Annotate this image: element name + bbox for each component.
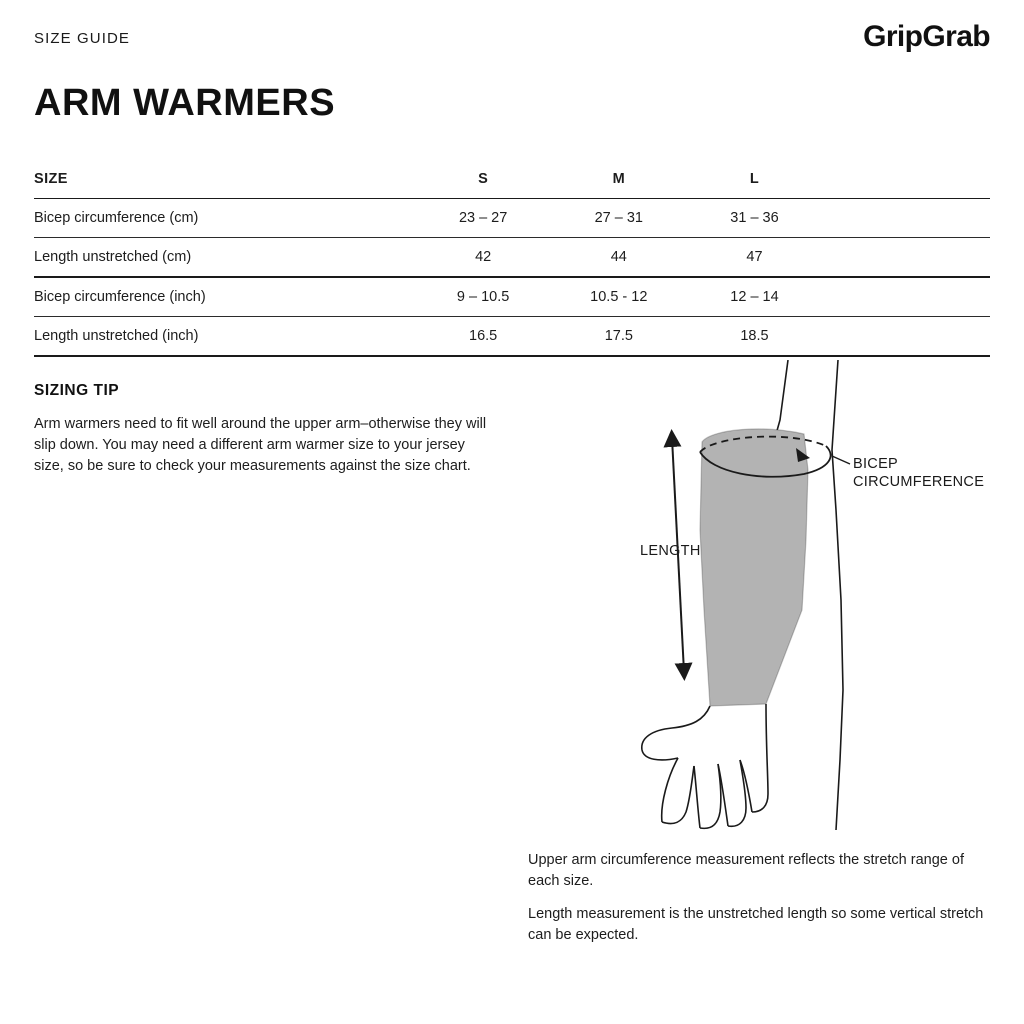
column-header-size: SIZE [34, 160, 415, 199]
bicep-label-line-1: BICEP [853, 456, 899, 472]
cell-m: 10.5 - 12 [551, 277, 687, 317]
brand-logo: GripGrab [863, 20, 990, 53]
cell-m: 44 [551, 238, 687, 278]
page-title: ARM WARMERS [34, 82, 336, 124]
cell-l: 18.5 [687, 317, 823, 357]
cell-spacer [822, 199, 990, 238]
column-header-s: S [415, 160, 551, 199]
table-row [34, 199, 990, 238]
footnote-1: Upper arm circumference measurement reflects the stretch range of each size. [528, 852, 964, 889]
bicep-circumference-label [853, 455, 984, 491]
column-header-m: M [551, 160, 687, 199]
cell-spacer [822, 317, 990, 357]
cell-s: 23 – 27 [415, 199, 551, 238]
column-header-l: L [687, 160, 823, 199]
sizing-tip-heading: SIZING TIP [34, 382, 120, 399]
page-header [34, 20, 990, 62]
cell-l: 47 [687, 238, 823, 278]
cell-spacer [822, 277, 990, 317]
cell-s: 16.5 [415, 317, 551, 357]
size-table [34, 160, 990, 357]
table-row [34, 238, 990, 278]
table-row [34, 277, 990, 317]
cell-l: 12 – 14 [687, 277, 823, 317]
kicker-label: SIZE GUIDE [34, 30, 131, 47]
arm-illustration [600, 360, 1000, 850]
table-header-row [34, 160, 990, 199]
row-label: Bicep circumference (cm) [34, 199, 415, 238]
row-label: Bicep circumference (inch) [34, 277, 415, 317]
bicep-label-line-2: CIRCUMFERENCE [853, 474, 985, 490]
cell-m: 17.5 [551, 317, 687, 357]
column-header-spacer [822, 160, 990, 199]
cell-s: 9 – 10.5 [415, 277, 551, 317]
cell-l: 31 – 36 [687, 199, 823, 238]
table-row [34, 317, 990, 357]
footnotes [528, 850, 990, 946]
row-label: Length unstretched (inch) [34, 317, 415, 357]
arm-diagram-svg [600, 360, 1000, 850]
cell-m: 27 – 31 [551, 199, 687, 238]
sizing-tip [34, 382, 494, 477]
cell-s: 42 [415, 238, 551, 278]
cell-spacer [822, 238, 990, 278]
row-label: Length unstretched (cm) [34, 238, 415, 278]
length-label: LENGTH [640, 543, 701, 559]
sizing-tip-body: Arm warmers need to fit well around the upper arm–otherwise they will slip down. You may need a different arm warmer size to your jersey size, so be sure to check your measurements against the size chart. [34, 416, 487, 474]
footnote-2: Length measurement is the unstretched length so some vertical stretch can be expected. [528, 906, 984, 943]
